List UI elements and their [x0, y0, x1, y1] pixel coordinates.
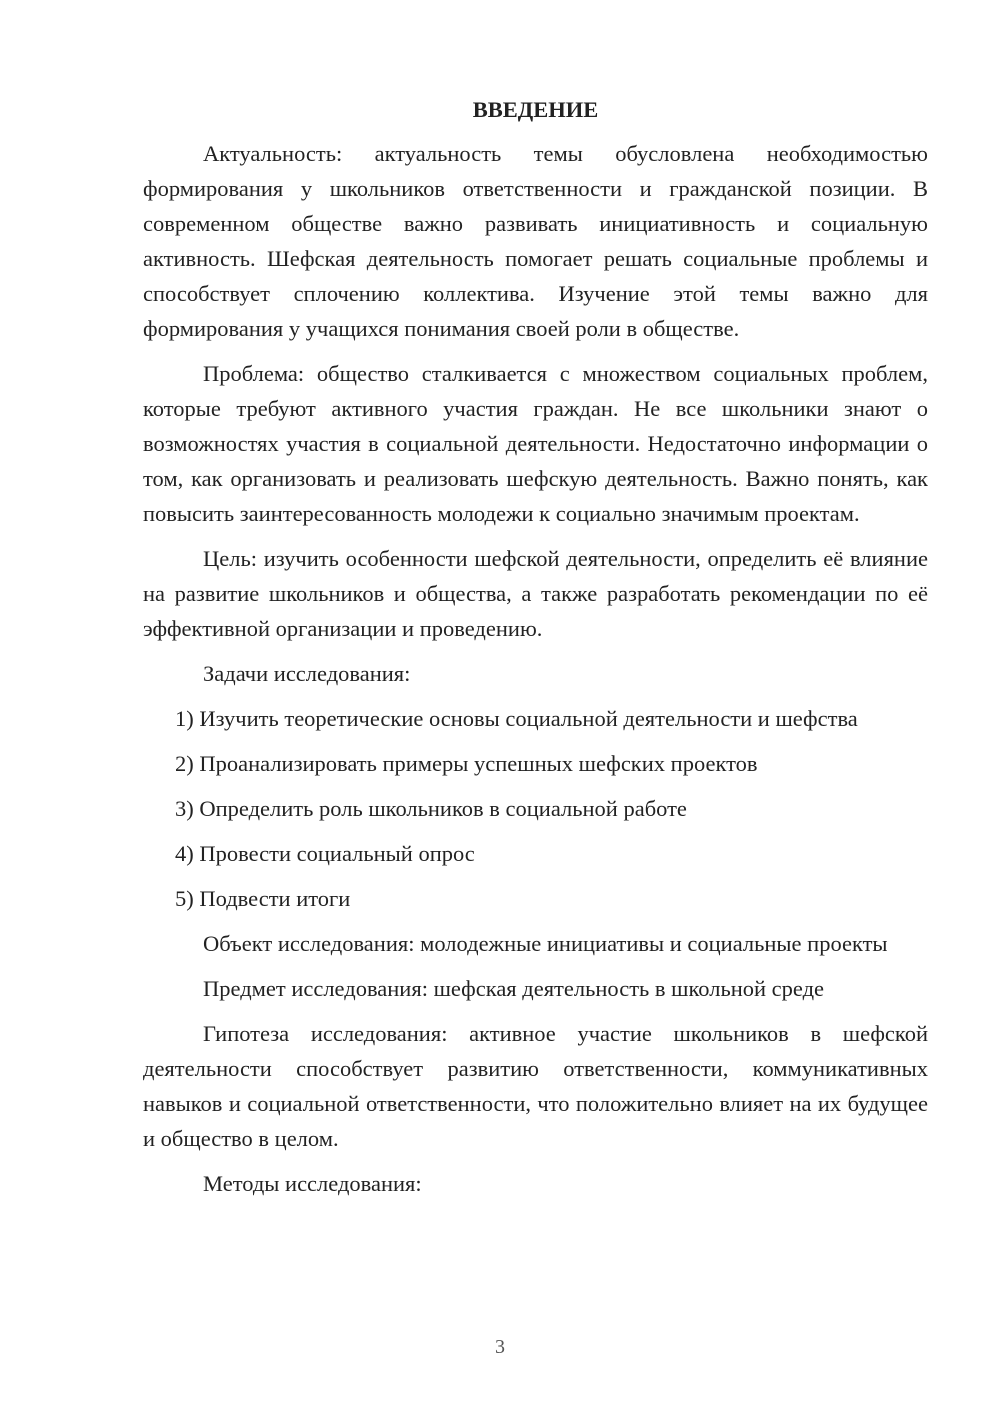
tasks-title: Задачи исследования:: [203, 661, 411, 686]
section-heading: ВВЕДЕНИЕ: [472, 97, 599, 122]
problem-paragraph: Проблема: общество сталкивается с множеством социальных проблем, которые требуют активного участия граждан. Не все школьники знают о возможностях участия в социальной деятельности. Недостаточно информации о том, как организовать и реализовать шефскую деятельность. Важно понять, как повысить заинтересованность молодежи к социально значимым проектам.: [143, 361, 928, 526]
object-paragraph: Объект исследования: молодежные инициативы и социальные проекты: [203, 931, 888, 956]
task-item-4: 4) Провести социальный опрос: [175, 841, 475, 866]
relevance-paragraph: Актуальность: актуальность темы обусловлена необходимостью формирования у школьников ответственности и гражданской позиции. В современном обществе важно развивать инициативность и социальную активность. Шефская деятельность помогает решать социальные проблемы и способствует сплочению коллектива. Изучение этой темы важно для формирования у учащихся понимания своей роли в обществе.: [143, 141, 928, 341]
task-item-5: 5) Подвести итоги: [175, 886, 351, 911]
task-item-2: 2) Проанализировать примеры успешных шефских проектов: [175, 751, 758, 776]
page-content: [143, 92, 928, 1211]
goal-paragraph: Цель: изучить особенности шефской деятельности, определить её влияние на развитие школьников и общества, а также разработать рекомендации по её эффективной организации и проведению.: [143, 546, 928, 641]
page-number: 3: [495, 1336, 505, 1358]
task-item-3: 3) Определить роль школьников в социальной работе: [175, 796, 687, 821]
subject-paragraph: Предмет исследования: шефская деятельность в школьной среде: [203, 976, 825, 1001]
methods-title: Методы исследования:: [203, 1171, 422, 1196]
tasks-list: [143, 701, 928, 916]
hypothesis-paragraph: Гипотеза исследования: активное участие школьников в шефской деятельности способствует развитию ответственности, коммуникативных навыков и социальной ответственности, что положительно влияет на их будущее и общество в целом.: [143, 1021, 928, 1151]
task-item-1: 1) Изучить теоретические основы социальной деятельности и шефства: [175, 706, 858, 731]
